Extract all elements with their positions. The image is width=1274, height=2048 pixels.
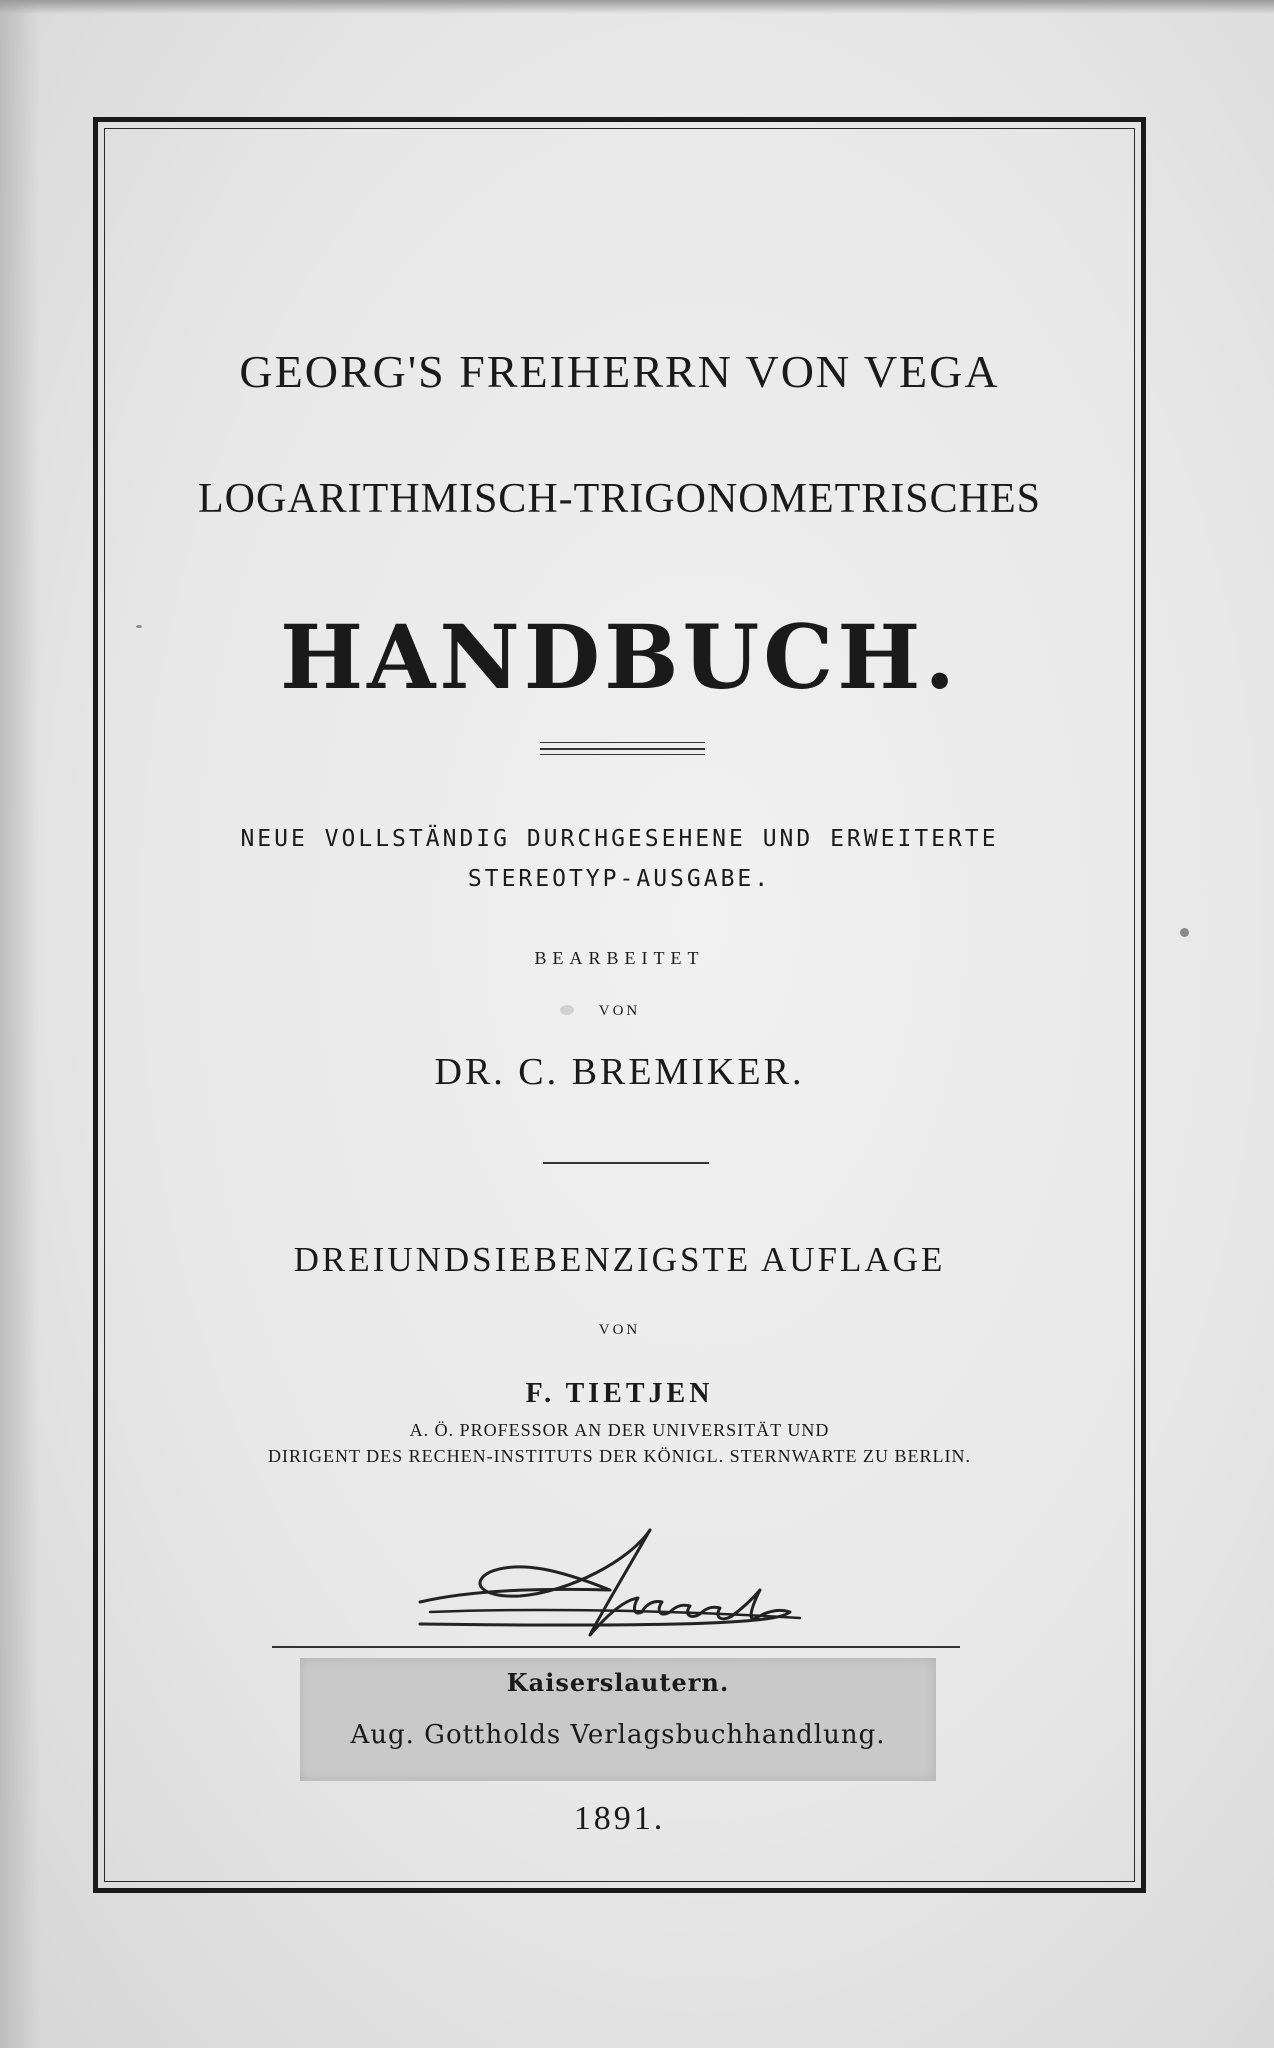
separator-rule: [543, 1162, 709, 1164]
title-main-handbuch: HANDBUCH.: [279, 605, 960, 709]
ornamental-rule-top: [540, 742, 705, 743]
page-edge-shadow-left: [0, 0, 40, 2048]
page-edge-shadow-top: [0, 0, 1274, 14]
ornamental-rule-bottom: [540, 754, 705, 755]
publisher-city: Kaiserslautern.: [506, 1668, 730, 1697]
publication-year: 1891.: [573, 1800, 666, 1837]
editor-title-line-2: DIRIGENT DES RECHEN-INSTITUTS DER KÖNIGL. STERNWARTE ZU BERLIN.: [267, 1446, 972, 1466]
bearbeitet-label: BEARBEITET: [534, 948, 705, 968]
ornamental-rule-middle: [540, 748, 705, 750]
editor-name: F. TIETJEN: [525, 1378, 714, 1409]
title-line-1: GEORG'S FREIHERRN VON VEGA: [239, 346, 1000, 397]
paper-speck: [136, 625, 142, 628]
publisher-rule: [272, 1646, 960, 1648]
paper-stain: [560, 1005, 574, 1015]
author-name: DR. C. BREMIKER.: [434, 1051, 805, 1093]
edition-line-1: NEUE VOLLSTÄNDIG DURCHGESEHENE UND ERWEITERTE: [240, 826, 999, 852]
edition-number: DREIUNDSIEBENZIGSTE AUFLAGE: [293, 1240, 946, 1279]
handwritten-signature: [410, 1520, 810, 1650]
edition-line-2: STEREOTYP-AUSGABE.: [467, 866, 772, 892]
editor-title-line-1: A. Ö. PROFESSOR AN DER UNIVERSITÄT UND: [409, 1420, 830, 1440]
publisher-name: Aug. Gottholds Verlagsbuchhandlung.: [350, 1720, 886, 1750]
title-line-2: LOGARITHMISCH-TRIGONOMETRISCHES: [197, 476, 1041, 522]
paper-speck: [1180, 928, 1189, 937]
von-label-2: VON: [598, 1322, 641, 1338]
von-label-1: VON: [598, 1003, 641, 1019]
